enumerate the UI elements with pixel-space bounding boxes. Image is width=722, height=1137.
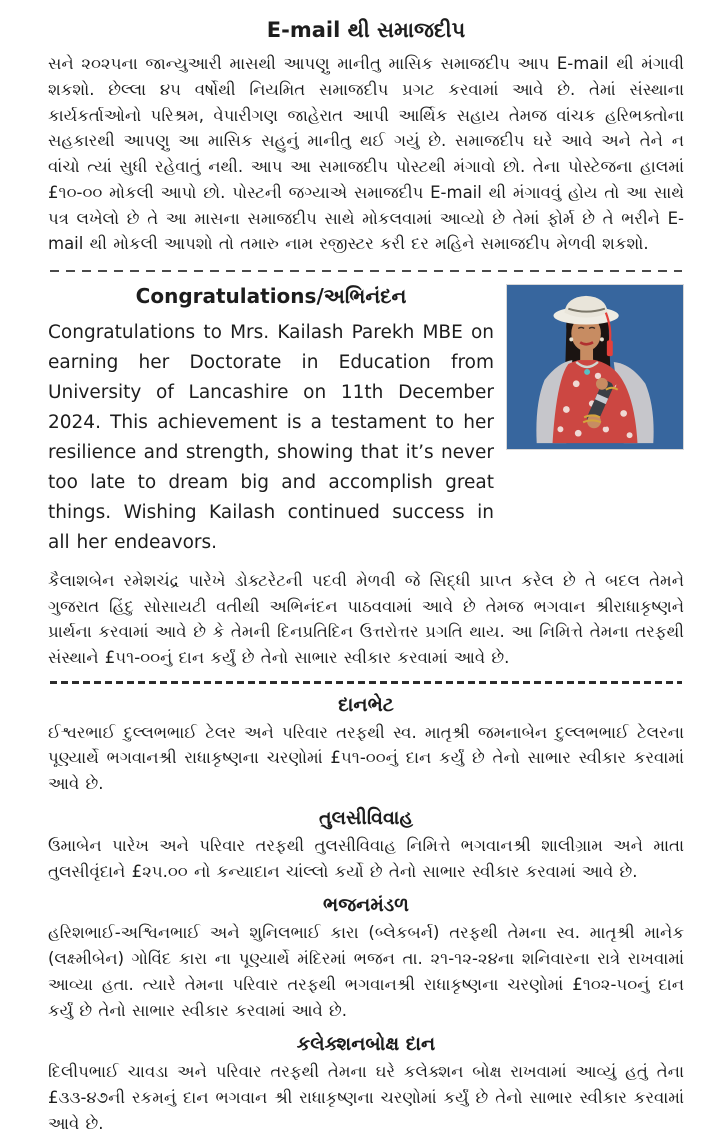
section-heading: દાનભેટ — [338, 693, 394, 716]
heavy-dashed-divider — [50, 681, 682, 684]
dashed-divider — [50, 270, 682, 272]
congratulations-text-column — [48, 282, 494, 558]
congratulations-heading: Congratulations/અભિનંદન — [135, 284, 407, 309]
section-body: ઈશ્વરભાઈ દુલ્લભભાઈ ટેલર અને પરિવાર તરફથી સ્વ. માતૃશ્રી જમનાબેન દુલ્લભભાઈ ટેલરના પૂણ્યાર્થે ભગવાનશ્રી રાધાકૃષ્ણના ચરણોમાં £૫૧-૦૦નું દાન કર્યું છે તેનો સાભાર સ્વીકાર કરવામાં આવે છે. — [48, 722, 684, 794]
section-body: હરિશભાઈ-અશ્વિનભાઈ અને શુનિલભાઈ કારા (બ્લેકબર્ન) તરફથી તેમના સ્વ. માતૃશ્રી માનેક (લક્ષ્મીબેન) ગોવિંદ કારા ના પૂણ્યાર્થે મંદિરમાં ભજન તા. ૨૧-૧૨-૨૪ના શનિવારના રાત્રે રાખવામાં આવ્યા હતા. ત્યારે તેમના પરિવાર તરફથી ભગવાનશ્રી રાધાકૃષ્ણના ચરણોમાં £૧૦૨-૫૦નું દાન કર્યું છે તેનો સાભાર સ્વીકાર કરવામાં આવે છે. — [48, 923, 684, 1020]
section-body: ઉમાબેન પારેખ અને પરિવાર તરફથી તુલસીવિવાહ નિમિત્તે ભગવાનશ્રી શાલીગ્રામ અને માતા તુલસીવૃંદાને £૨૫.૦૦ નો કન્યાદાન ચાંલ્લો કર્યો છે તેનો સાભાર સ્વીકાર કરવામાં આવે છે. — [48, 835, 684, 881]
section-heading: ભજનમંડળ — [323, 894, 409, 917]
section-collectionbox-dan — [48, 1033, 684, 1136]
section-heading: કલેક્શનબોક્ષ દાન — [296, 1033, 436, 1056]
section-tulsivivah — [48, 807, 684, 884]
congratulations-gujarati-paragraph: કૈલાશબેન રમેશચંદ્ર પારેખે ડોક્ટરેટની પદવી મેળવી જે સિદ્ધી પ્રાપ્ત કરેલ છે તે બદલ તેમને ગુજરાત હિંદુ સોસાયટી વતીથી અભિનંદન પાઠવવામાં આવે છે તેમજ ભગવાન શ્રીરાધાકૃષ્ણને પ્રાર્થના કરવામાં આવે છે કે તેમની દિનપ્રતિદિન ઉત્તરોત્તર પ્રગતિ થાય. આ નિમિત્તે તેમના તરફથી સંસ્થાને £૫૧-૦૦નું દાન કર્યું છે તેનો સાભાર સ્વીકાર કરવામાં આવે છે. — [48, 570, 684, 668]
section-danbhet — [48, 694, 684, 797]
kailash-parekh-photo — [506, 284, 684, 450]
section-heading: તુલસીવિવાહ — [319, 806, 413, 829]
section-body: દિલીપભાઈ ચાવડા અને પરિવાર તરફથી તેમના ઘરે કલેક્શન બોક્ષ રાખવામાં આવ્યું હતું તેના £૩૩-૪૭ની રકમનું દાન ભગવાન શ્રી રાધાકૃષ્ણના ચરણોમાં કર્યું છે તેનો સાભાર સ્વીકાર કરવામાં આવે છે. — [48, 1062, 684, 1133]
portrait-illustration — [507, 285, 683, 449]
congratulations-english-paragraph: Congratulations to Mrs. Kailash Parekh MBE on earning her Doctorate in Education from University of Lancashire on 11th December 2024. This achievement is a testament to her resilience and strength, showing that it’s never too late to dream big and accomplish great things. Wishing Kailash continued success in all her endeavors. — [48, 322, 494, 553]
congratulations-section — [48, 282, 684, 558]
intro-paragraph: સને ૨૦૨૫ના જાન્યુઆરી માસથી આપણુ માનીતુ માસિક સમાજદીપ આપ E-mail થી મંગાવી શકશો. છેલ્લા ૪૫ વર્ષોથી નિયમિત સમાજદીપ પ્રગટ કરવામાં આવે છે. તેમાં સંસ્થાના કાર્યકર્તાઓનો પરિશ્રમ, વેપારીગણ જાહેરાત આપી આર્થિક સહાય તેમજ વાંચક હરિભક્તોના સહકારથી આપણુ આ માસિક સહુનું માનીતુ થઈ ગયું છે. સમાજદીપ ઘરે આવે અને તેને ન વાંચો ત્યાં સુધી રહેવાતું નથી. આપ આ સમાજદીપ પોસ્ટથી મંગાવો છો. તેના પોસ્ટેજના હાલમાં £૧૦-૦૦ મોકલી આપો છો. પોસ્ટની જગ્યાએ સમાજદીપ E-mail થી મંગાવવું હોય તો આ સાથે પત્ર લખેલો છે તે આ માસના સમાજદીપ સાથે મોકલવામાં આવ્યો છે તેમાં ફોર્મ છે તે ભરીને E-mail થી મોકલી આપશો તો તમારુ નામ રજીસ્ટર કરી દર મહિને સમાજદીપ મેળવી શકશો. — [48, 54, 684, 254]
page-title: E-mail થી સમાજદીપ — [266, 18, 466, 42]
section-bhajanmandal — [48, 894, 684, 1023]
